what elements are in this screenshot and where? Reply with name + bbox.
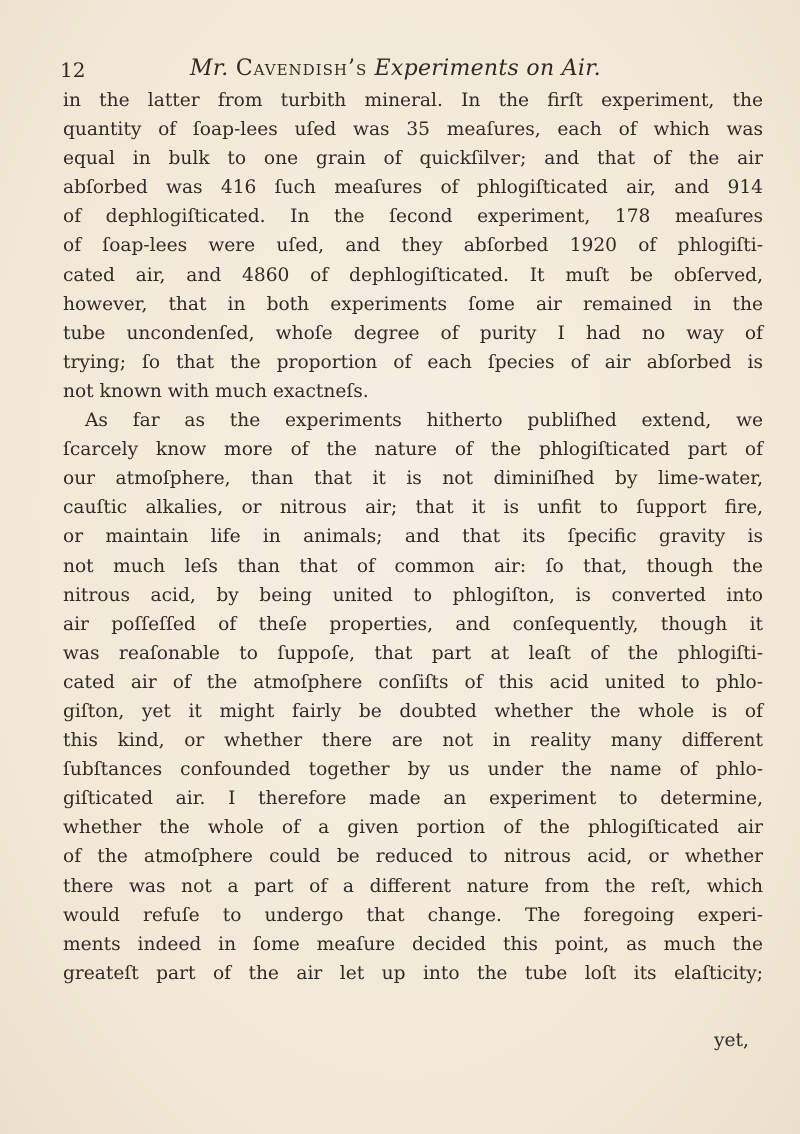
- text-line: our atmoſphere, than that it is not diminiſhed by lime-water,: [63, 468, 763, 490]
- text-line: giſticated air. I therefore made an experiment to determine,: [63, 788, 763, 810]
- text-line: this kind, or whether there are not in reality many different: [63, 730, 763, 752]
- text-line: of the atmoſphere could be reduced to nitrous acid, or whether: [63, 846, 763, 868]
- text-line: quantity of ſoap-lees uſed was 35 meaſures, each of which was: [63, 119, 763, 141]
- text-line: nitrous acid, by being united to phlogiſton, is converted into: [63, 584, 763, 606]
- text-line: trying; ſo that the proportion of each ſpecies of air abſorbed is: [63, 351, 763, 373]
- text-line: tube uncondenſed, whoſe degree of purity I had no way of: [63, 322, 763, 344]
- text-line: or maintain life in animals; and that its ſpecific gravity is: [63, 526, 763, 548]
- running-head: [190, 56, 601, 81]
- running-head-prefix: Mr.: [190, 56, 229, 81]
- text-line: of ſoap-lees were uſed, and they abſorbed 1920 of phlogiſti-: [63, 235, 763, 257]
- text-line: whether the whole of a given portion of the phlogiſticated air: [63, 817, 763, 839]
- body-text: [63, 86, 763, 988]
- text-line: was reaſonable to ſuppoſe, that part at leaſt of the phlogiſti-: [63, 642, 763, 664]
- text-line: giſton, yet it might fairly be doubted whether the whole is of: [63, 700, 763, 722]
- text-line: however, that in both experiments ſome air remained in the: [63, 293, 763, 315]
- text-line: cated air of the atmoſphere conſiſts of this acid united to phlo-: [63, 671, 763, 693]
- running-head-suffix: Experiments on Air.: [374, 56, 601, 81]
- text-line: As far as the experiments hitherto publiſhed extend, we: [85, 410, 763, 432]
- text-line: ſcarcely know more of the nature of the phlogiſticated part of: [63, 439, 763, 461]
- text-line: cated air, and 4860 of dephlogiſticated. It muſt be obſerved,: [63, 264, 763, 286]
- text-line: would refuſe to undergo that change. The foregoing experi-: [63, 904, 763, 926]
- text-line: abſorbed was 416 ſuch meaſures of phlogiſticated air, and 914: [63, 177, 763, 199]
- page-number: 12: [60, 58, 86, 82]
- text-line: not much leſs than that of common air: ſo that, though the: [63, 555, 763, 577]
- catchword: yet,: [714, 1030, 749, 1051]
- text-line: ments indeed in ſome meaſure decided this point, as much the: [63, 933, 763, 955]
- text-line: air poſſeſſed of theſe properties, and conſequently, though it: [63, 613, 763, 635]
- text-line: not known with much exactneſs.: [63, 380, 369, 402]
- text-line: of dephlogiſticated. In the ſecond experiment, 178 meaſures: [63, 206, 763, 228]
- running-head-name: Cavendish’s: [235, 56, 368, 81]
- text-line: equal in bulk to one grain of quickſilver; and that of the air: [63, 148, 763, 170]
- page-header: [60, 52, 750, 86]
- text-line: there was not a part of a different nature from the reſt, which: [63, 875, 763, 897]
- text-line: ſubſtances confounded together by us under the name of phlo-: [63, 759, 763, 781]
- text-line: in the latter from turbith mineral. In the firſt experiment, the: [63, 90, 763, 111]
- text-line: greateſt part of the air let up into the tube loſt its elaſticity;: [63, 962, 763, 984]
- text-line: cauſtic alkalies, or nitrous air; that it is unfit to ſupport fire,: [63, 497, 763, 519]
